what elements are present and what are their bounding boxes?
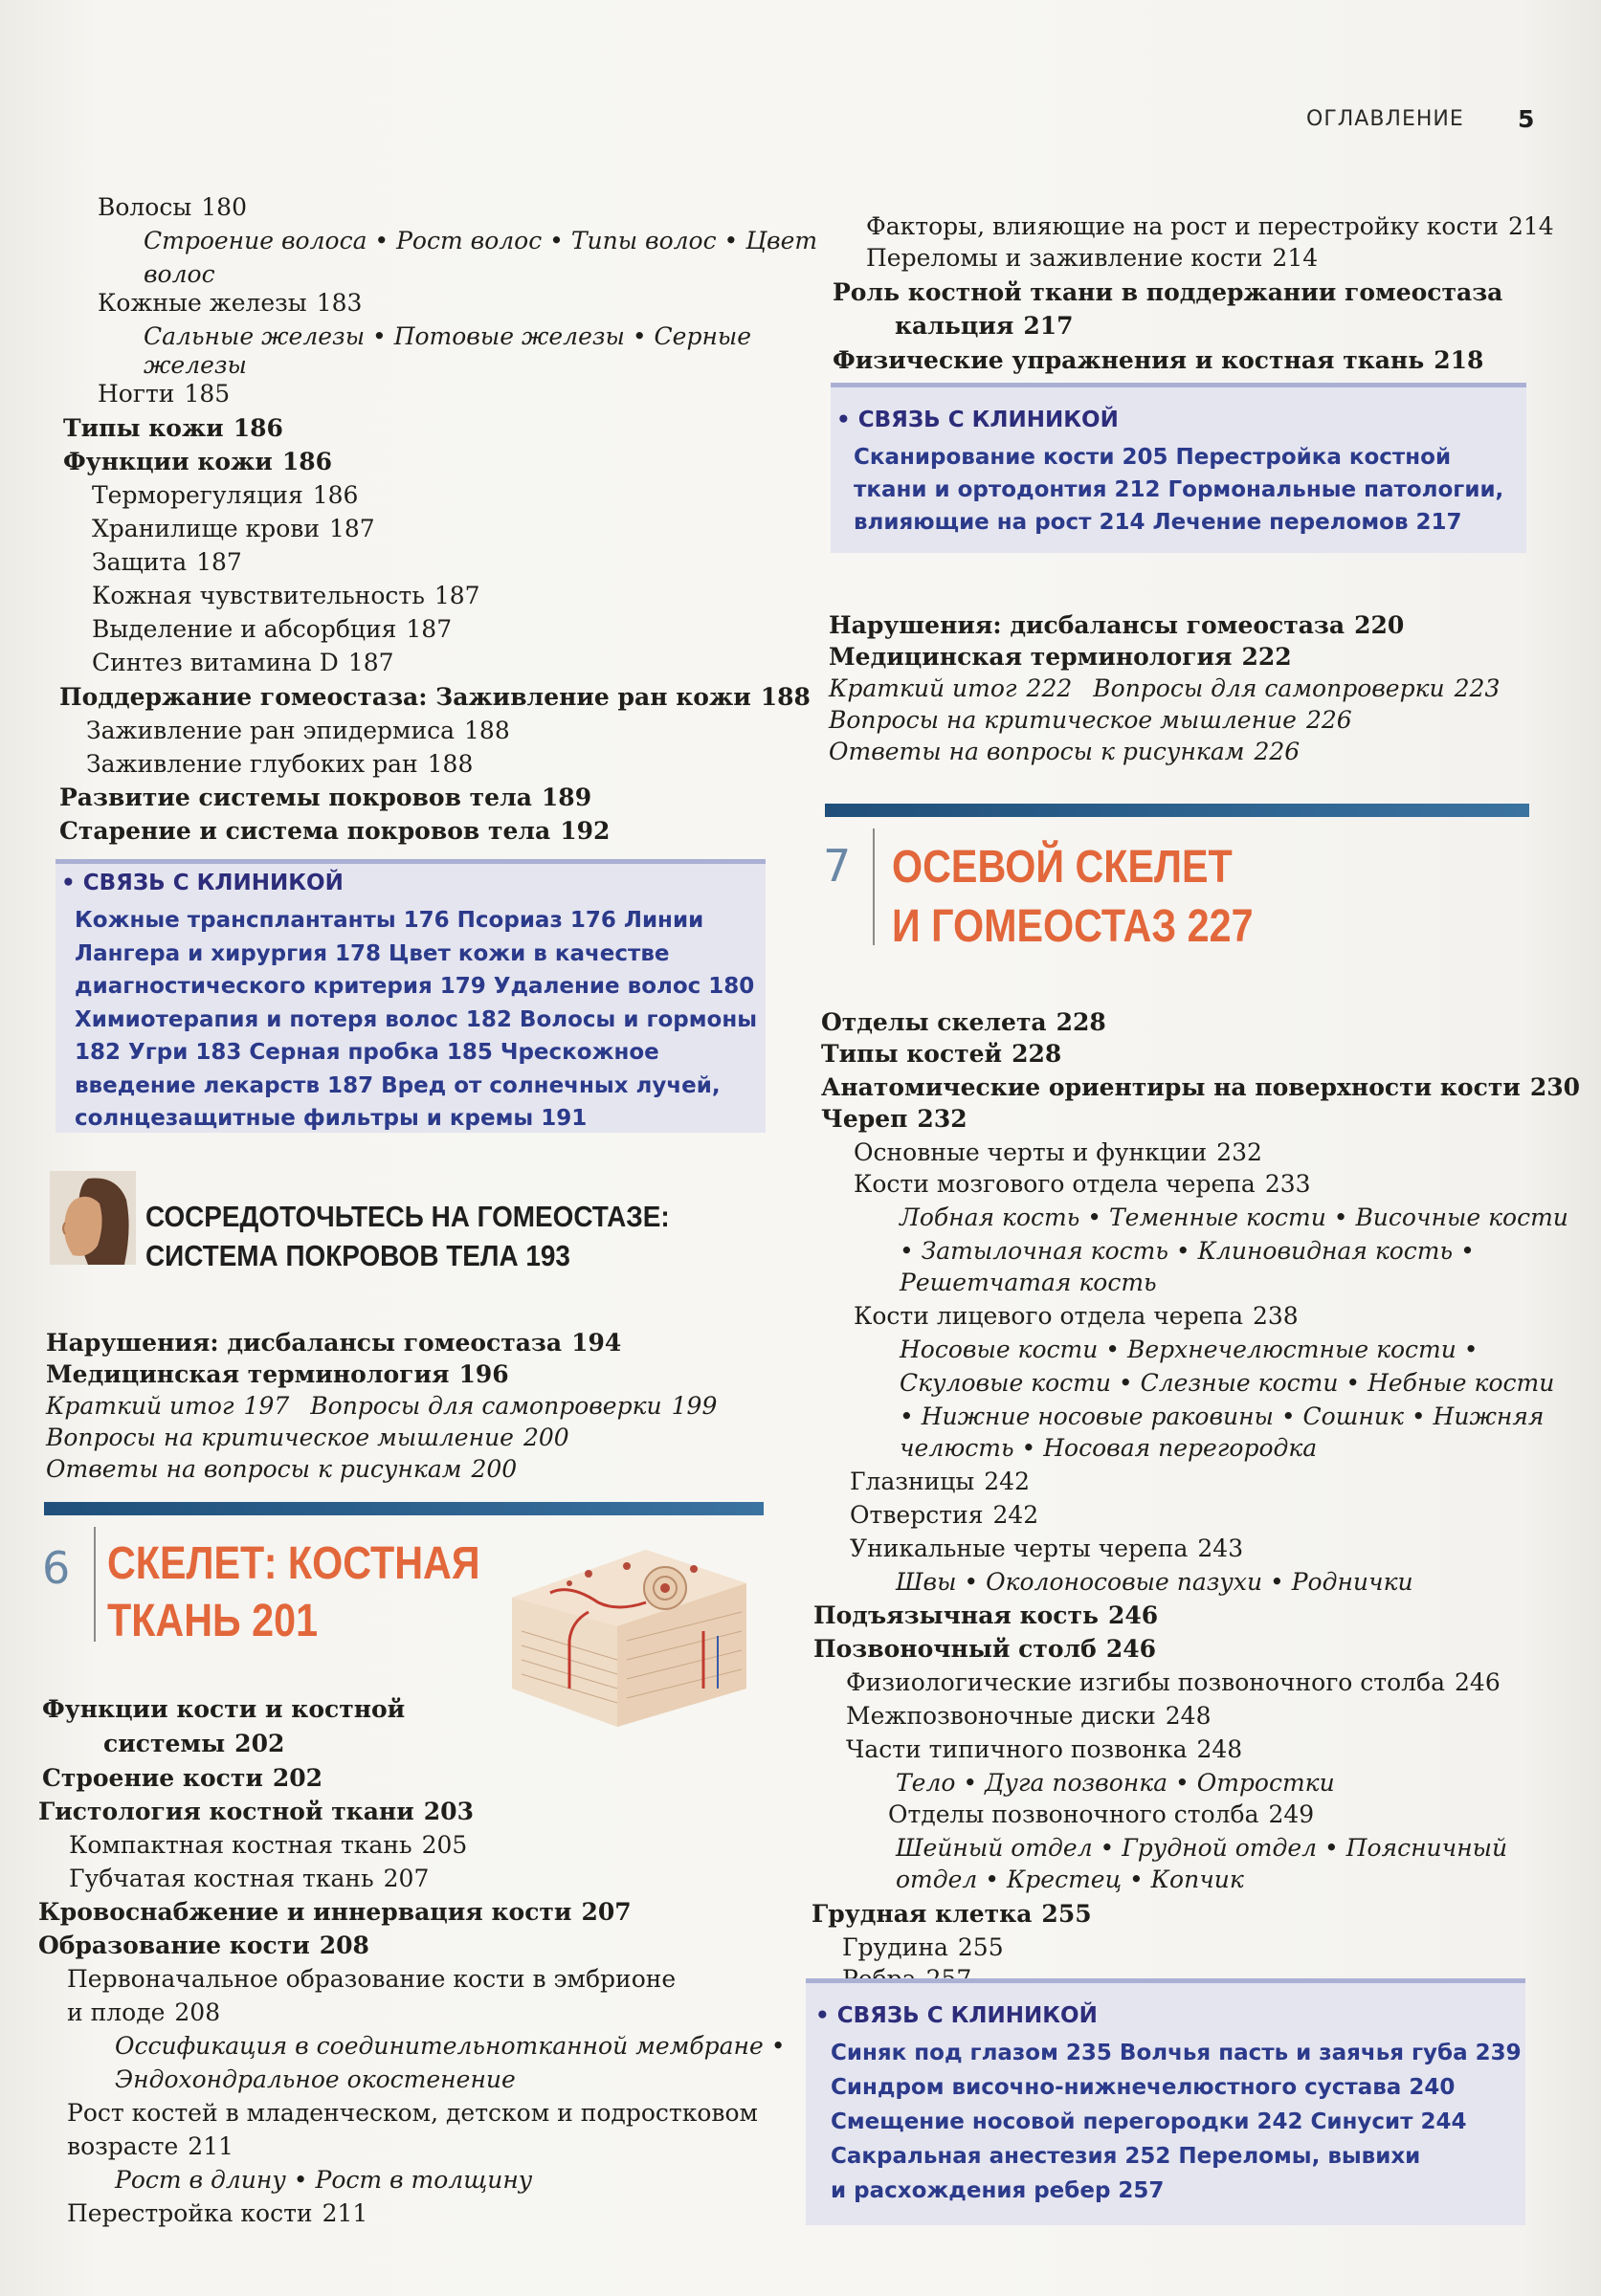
toc-entry — [67, 2098, 758, 2129]
toc-entry — [67, 2198, 367, 2229]
toc-entry-page: 255 — [957, 1933, 1004, 1961]
toc-entry-title: системы — [103, 1730, 226, 1757]
toc-entry — [144, 259, 215, 290]
chapter-6-title-line2: ТКАНЬ 201 — [107, 1596, 319, 1646]
toc-entry-page: 192 — [560, 817, 611, 845]
toc-entry-page: 188 — [464, 717, 510, 744]
toc-entry — [38, 1797, 474, 1827]
toc-entry — [854, 1137, 1262, 1168]
clinic-line: ткани и ортодонтия 212 Гормональные патологии, — [854, 477, 1504, 502]
toc-entry — [812, 1899, 1092, 1930]
toc-entry-page: 246 — [1455, 1668, 1501, 1696]
toc-entry-page: 226 — [1305, 706, 1352, 734]
clinic-line: Лангера и хирургия 178 Цвет кожи в качестве — [75, 940, 670, 966]
toc-entry-page: 230 — [1529, 1073, 1581, 1101]
toc-entry-title: Краткий итог — [46, 1392, 234, 1420]
toc-entry-title: Кости мозгового отдела черепа — [854, 1170, 1256, 1198]
toc-entry-title: Терморегуляция — [92, 481, 303, 509]
toc-entry-page: 188 — [760, 683, 811, 711]
toc-entry-page: 207 — [581, 1898, 632, 1926]
toc-entry-page: 222 — [1026, 674, 1073, 702]
toc-entry-page: 226 — [1254, 738, 1301, 765]
toc-entry-page: 187 — [406, 615, 453, 643]
toc-entry — [850, 1534, 1243, 1564]
toc-entry — [69, 1864, 429, 1894]
toc-entry-title: Кожные железы — [98, 289, 307, 317]
toc-entry — [854, 1301, 1299, 1332]
toc-entry-title: Кожная чувствительность — [92, 582, 425, 609]
toc-entry-title: Грудина — [842, 1933, 948, 1961]
toc-entry-title: Отделы скелета — [821, 1008, 1047, 1036]
toc-entry — [46, 1328, 621, 1358]
toc-entry-title: Развитие системы покровов тела — [59, 784, 532, 811]
toc-entry-page: 187 — [328, 515, 375, 542]
toc-entry-title: Физические упражнения и костная ткань — [833, 346, 1425, 374]
toc-entry-page: 180 — [201, 193, 247, 221]
toc-entry — [115, 2165, 532, 2196]
toc-entry — [144, 350, 247, 381]
toc-entry-title: Череп — [821, 1105, 908, 1133]
toc-entry-page: 243 — [1197, 1534, 1244, 1562]
chapter-6-title-line1: СКЕЛЕТ: КОСТНАЯ — [107, 1538, 480, 1589]
page-number: 5 — [1518, 105, 1535, 133]
toc-entry-title: Защита — [92, 548, 188, 576]
toc-entry — [829, 737, 1300, 767]
toc-entry — [98, 192, 247, 223]
toc-entry-page: 183 — [316, 289, 363, 317]
chapter-7-number: 7 — [823, 840, 852, 892]
clinic-line: Синяк под глазом 235 Волчья пасть и заячья губа 239 — [831, 2041, 1522, 2065]
running-head: ОГЛАВЛЕНИЕ — [1306, 107, 1464, 131]
toc-entry-title: Волосы — [98, 193, 192, 221]
toc-entry-title: Лобная кость • Теменные кости • Височные кости — [900, 1203, 1568, 1231]
clinic-line: Синдром височно-нижнечелюстного сустава 240 — [831, 2075, 1456, 2100]
toc-entry-title: Поддержание гомеостаза: Заживление ран кожи — [59, 683, 751, 711]
toc-entry — [144, 321, 751, 352]
toc-entry — [42, 1763, 322, 1794]
toc-entry — [46, 1359, 509, 1390]
toc-entry — [888, 1799, 1314, 1830]
toc-entry-title: Медицинская терминология — [46, 1360, 450, 1388]
toc-entry-title: Физиологические изгибы позвоночного столба — [846, 1668, 1446, 1696]
toc-entry-page: 187 — [347, 649, 394, 676]
toc-entry — [92, 648, 394, 678]
toc-entry-title: Типы костей — [821, 1040, 1003, 1068]
toc-entry-page: 207 — [383, 1865, 430, 1892]
clinic-line: Сканирование кости 205 Перестройка костной — [854, 445, 1452, 470]
toc-entry-page: 200 — [471, 1455, 518, 1483]
toc-entry-page: 188 — [427, 750, 474, 778]
toc-entry-page: 248 — [1165, 1702, 1212, 1730]
toc-entry — [829, 673, 1500, 704]
toc-entry-page: 242 — [992, 1501, 1039, 1529]
focus-title-line1: СОСРЕДОТОЧЬТЕСЬ НА ГОМЕОСТАЗЕ: — [145, 1200, 670, 1233]
toc-entry — [846, 1667, 1501, 1698]
toc-entry-page: 185 — [184, 380, 231, 408]
toc-entry-title: и плоде — [67, 1998, 166, 2026]
toc-entry-title: Межпозвоночные диски — [846, 1702, 1156, 1730]
toc-entry-title: Старение и система покровов тела — [59, 817, 551, 845]
clinic-box-left-title: • СВЯЗЬ С КЛИНИКОЙ — [61, 871, 344, 895]
chapter-7-rule — [873, 828, 875, 945]
toc-entry-title: Заживление глубоких ран — [86, 750, 418, 778]
toc-entry — [86, 716, 510, 746]
toc-entry-title: Решетчатая кость — [900, 1269, 1157, 1296]
toc-entry-page: 233 — [1264, 1170, 1311, 1198]
toc-entry — [92, 547, 242, 578]
toc-entry — [92, 581, 480, 611]
toc-entry-title: Губчатая костная ткань — [69, 1865, 374, 1892]
toc-entry-page: 208 — [319, 1932, 369, 1959]
toc-entry-title: Перестройка кости — [67, 2199, 313, 2227]
toc-entry-title: кальция — [895, 312, 1014, 340]
toc-entry-page: 211 — [188, 2132, 234, 2160]
toc-entry — [38, 1897, 632, 1928]
toc-entry — [850, 1467, 1030, 1497]
toc-entry — [900, 1433, 1317, 1464]
toc-entry-page: 186 — [312, 481, 359, 509]
toc-entry — [46, 1423, 569, 1453]
toc-entry-title: • Нижние носовые раковины • Сошник • Нижняя — [900, 1402, 1545, 1430]
toc-entry — [842, 1932, 1004, 1963]
toc-entry-title: Оссификация в соединительнотканной мембране • — [115, 2032, 786, 2060]
toc-entry — [115, 2064, 516, 2095]
toc-entry — [38, 1931, 369, 1961]
clinic-line: Кожные трансплантанты 176 Псориаз 176 Линии — [75, 908, 704, 933]
toc-entry — [59, 816, 610, 847]
toc-entry — [103, 1729, 284, 1759]
toc-entry — [821, 1072, 1580, 1103]
toc-entry — [821, 1007, 1106, 1038]
toc-entry-title: Отделы позвоночного столба — [888, 1800, 1259, 1828]
toc-entry-page: 208 — [174, 1998, 221, 2026]
toc-entry-title: Ногти — [98, 380, 175, 408]
toc-entry-title: возрасте — [67, 2132, 179, 2160]
toc-entry-title: • Затылочная кость • Клиновидная кость • — [900, 1237, 1475, 1265]
toc-entry-page: 248 — [1196, 1735, 1243, 1763]
chapter-7-title-line2: И ГОМЕОСТАЗ 227 — [892, 901, 1254, 952]
toc-entry-page: 187 — [196, 548, 242, 576]
toc-entry — [92, 480, 358, 511]
toc-entry — [900, 1203, 1568, 1233]
bone-tissue-illustration — [512, 1545, 751, 1727]
toc-entry — [144, 226, 817, 256]
toc-entry-page: 228 — [1056, 1008, 1106, 1036]
toc-entry-title: Грудная клетка — [812, 1900, 1033, 1928]
toc-entry-title: Позвоночный столб — [813, 1635, 1097, 1663]
toc-entry-title: Анатомические ориентиры на поверхности кости — [821, 1073, 1521, 1101]
toc-entry-title: Переломы и заживление кости — [866, 244, 1263, 272]
toc-entry-page: 249 — [1268, 1800, 1315, 1828]
toc-entry-title: Подъязычная кость — [813, 1601, 1099, 1629]
toc-entry — [821, 1039, 1061, 1070]
clinic-line: Смещение носовой перегородки 242 Синусит 244 — [831, 2109, 1467, 2134]
toc-entry — [63, 413, 283, 444]
clinic-line: введение лекарств 187 Вред от солнечных лучей, — [75, 1072, 721, 1098]
toc-entry-page: 246 — [1108, 1601, 1159, 1629]
toc-entry-title: Рост костей в младенческом, детском и подростковом — [67, 2099, 758, 2127]
toc-entry-page: 203 — [423, 1798, 474, 1825]
toc-entry-page: 214 — [1507, 212, 1554, 240]
toc-entry-page: 197 — [243, 1392, 290, 1420]
toc-entry-page: 214 — [1272, 244, 1319, 272]
toc-entry-title: Скуловые кости • Слезные кости • Небные кости — [900, 1369, 1555, 1397]
clinic-box-right-2-title: • СВЯЗЬ С КЛИНИКОЙ — [815, 2003, 1098, 2028]
toc-entry-title: Выделение и абсорбция — [92, 615, 397, 643]
clinic-line: диагностического критерия 179 Удаление волос 180 — [75, 974, 755, 999]
toc-entry-title: Компактная костная ткань — [69, 1831, 412, 1859]
toc-entry-title: Первоначальное образование кости в эмбрионе — [67, 1965, 677, 1993]
toc-entry — [866, 243, 1318, 274]
toc-entry-title: Типы кожи — [63, 414, 224, 442]
toc-entry — [846, 1734, 1242, 1765]
toc-entry-page: 189 — [541, 784, 592, 811]
toc-entry-page: 194 — [571, 1329, 622, 1357]
toc-entry — [59, 682, 811, 713]
toc-entry-title: Нарушения: дисбалансы гомеостаза — [829, 611, 1345, 639]
toc-entry-page: 242 — [984, 1468, 1030, 1495]
toc-entry — [850, 1500, 1038, 1531]
toc-entry-page: 202 — [234, 1730, 285, 1757]
toc-entry — [98, 379, 230, 409]
toc-entry — [92, 614, 452, 645]
toc-entry-page: 196 — [458, 1360, 509, 1388]
toc-entry-page: 202 — [272, 1764, 323, 1792]
toc-entry-title: Основные черты и функции — [854, 1138, 1208, 1166]
toc-entry-title: Рост в длину • Рост в толщину — [115, 2166, 533, 2194]
toc-entry-title: Швы • Околоносовые пазухи • Роднички — [896, 1568, 1413, 1596]
toc-entry-title: Краткий итог — [829, 674, 1017, 702]
toc-entry-title: Функции кожи — [63, 448, 273, 475]
toc-entry — [829, 642, 1292, 673]
toc-entry — [69, 1830, 467, 1861]
chapter-6-bar — [44, 1502, 764, 1515]
toc-entry-page: 186 — [233, 414, 283, 442]
toc-entry-page: 186 — [281, 448, 333, 475]
toc-entry-page: 220 — [1354, 611, 1405, 639]
toc-entry — [67, 1998, 220, 2028]
toc-entry-title: челюсть • Носовая перегородка — [900, 1434, 1318, 1462]
toc-entry — [829, 705, 1352, 736]
toc-entry — [866, 211, 1554, 242]
toc-entry — [900, 1236, 1475, 1267]
toc-entry-page: 255 — [1041, 1900, 1092, 1928]
toc-entry — [896, 1567, 1413, 1598]
toc-entry-page-2: 223 — [1454, 674, 1501, 702]
toc-entry-title: Роль костной ткани в поддержании гомеостаза — [833, 278, 1503, 306]
toc-entry-title: Кровоснабжение и иннервация кости — [38, 1898, 572, 1926]
toc-entry-title: Функции кости и костной — [42, 1695, 406, 1723]
toc-entry — [821, 1104, 967, 1135]
toc-entry-page: 211 — [322, 2199, 368, 2227]
toc-entry-title: Медицинская терминология — [829, 643, 1233, 671]
clinic-line: и расхождения ребер 257 — [831, 2178, 1165, 2203]
toc-entry — [813, 1634, 1156, 1665]
toc-entry — [896, 1833, 1507, 1864]
toc-entry — [46, 1454, 517, 1485]
toc-entry-page: 187 — [434, 582, 480, 609]
toc-entry-title: Тело • Дуга позвонка • Отростки — [896, 1769, 1335, 1797]
toc-entry — [829, 610, 1404, 641]
toc-entry — [900, 1402, 1544, 1432]
toc-entry — [900, 1368, 1554, 1399]
toc-entry-title: Носовые кости • Верхнечелюстные кости • — [900, 1336, 1479, 1363]
toc-entry-title: отдел • Крестец • Копчик — [896, 1866, 1244, 1893]
toc-entry-title: Гистология костной ткани — [38, 1798, 414, 1825]
toc-entry — [63, 447, 332, 477]
toc-entry-title: Синтез витамина D — [92, 649, 339, 676]
toc-entry-title: Части типичного позвонка — [846, 1735, 1188, 1763]
toc-entry-title: Вопросы на критическое мышление — [46, 1424, 514, 1451]
toc-entry-page: 222 — [1241, 643, 1292, 671]
toc-entry — [846, 1701, 1211, 1732]
toc-entry-page: 217 — [1023, 312, 1074, 340]
toc-entry-title: Хранилище крови — [92, 515, 320, 542]
toc-entry — [67, 1964, 676, 1995]
toc-entry — [86, 749, 473, 780]
toc-entry — [42, 1694, 405, 1725]
toc-entry — [98, 288, 362, 319]
toc-entry-page: 232 — [917, 1105, 967, 1133]
toc-entry-title: Уникальные черты черепа — [850, 1534, 1189, 1562]
toc-entry-title: Нарушения: дисбалансы гомеостаза — [46, 1329, 563, 1357]
toc-entry-title: Факторы, влияющие на рост и перестройку кости — [866, 212, 1499, 240]
toc-entry-title: Отверстия — [850, 1501, 984, 1529]
clinic-line: Сакральная анестезия 252 Переломы, вывихи — [831, 2144, 1421, 2169]
chapter-7-bar — [825, 804, 1529, 817]
chapter-6-number: 6 — [42, 1542, 71, 1594]
toc-entry-title: Глазницы — [850, 1468, 975, 1495]
toc-entry — [896, 1865, 1244, 1895]
toc-entry-title: Шейный отдел • Грудной отдел • Поясничный — [896, 1834, 1508, 1862]
toc-entry — [67, 2131, 233, 2162]
toc-entry-title: Заживление ран эпидермиса — [86, 717, 456, 744]
toc-entry — [833, 345, 1483, 376]
toc-entry-title: волос — [144, 260, 215, 288]
clinic-box-right-1-title: • СВЯЗЬ С КЛИНИКОЙ — [836, 408, 1119, 432]
toc-entry-title: Ответы на вопросы к рисункам — [829, 738, 1245, 765]
toc-entry-title: Строение волоса • Рост волос • Типы волос • Цвет — [144, 227, 818, 254]
clinic-line: 182 Угри 183 Серная пробка 185 Чрескожное — [75, 1040, 659, 1065]
toc-entry-title: Образование кости — [38, 1932, 310, 1959]
toc-entry — [115, 2031, 786, 2062]
portrait-photo — [50, 1171, 136, 1265]
toc-entry — [92, 514, 375, 544]
toc-entry-page: 246 — [1105, 1635, 1157, 1663]
toc-entry — [813, 1601, 1158, 1631]
toc-entry-page: 205 — [421, 1831, 468, 1859]
toc-entry-page: 228 — [1012, 1040, 1062, 1068]
toc-entry-title-2: Вопросы для самопроверки — [1093, 674, 1445, 702]
chapter-6-rule — [94, 1527, 96, 1642]
toc-entry-title-2: Вопросы для самопроверки — [310, 1392, 662, 1420]
toc-entry — [833, 277, 1502, 308]
chapter-7-title-line1: ОСЕВОЙ СКЕЛЕТ — [892, 842, 1233, 893]
toc-entry-page-2: 199 — [671, 1392, 718, 1420]
toc-entry-title: Вопросы на критическое мышление — [829, 706, 1297, 734]
focus-title-line2: СИСТЕМА ПОКРОВОВ ТЕЛА 193 — [145, 1239, 570, 1272]
clinic-line: солнцезащитные фильтры и кремы 191 — [75, 1106, 588, 1131]
toc-entry-title: Кости лицевого отдела черепа — [854, 1302, 1243, 1330]
clinic-line: Химиотерапия и потеря волос 182 Волосы и гормоны — [75, 1006, 758, 1032]
toc-entry — [854, 1169, 1311, 1200]
toc-entry-page: 232 — [1216, 1138, 1262, 1166]
toc-entry-page: 200 — [523, 1424, 569, 1451]
toc-entry — [46, 1391, 717, 1422]
toc-entry-title: Эндохондральное окостенение — [115, 2065, 516, 2093]
toc-entry-title: Строение кости — [42, 1764, 263, 1792]
clinic-line: влияющие на рост 214 Лечение переломов 217 — [854, 510, 1462, 535]
toc-entry-title: Ответы на вопросы к рисункам — [46, 1455, 462, 1483]
toc-entry — [895, 311, 1074, 342]
toc-entry — [896, 1768, 1335, 1799]
toc-entry-title: железы — [144, 351, 247, 379]
toc-entry — [59, 783, 591, 813]
toc-entry-page: 218 — [1434, 346, 1484, 374]
toc-entry-title: Сальные железы • Потовые железы • Серные — [144, 322, 752, 350]
toc-entry — [900, 1268, 1157, 1298]
toc-entry-page: 238 — [1252, 1302, 1299, 1330]
toc-entry — [900, 1335, 1479, 1365]
